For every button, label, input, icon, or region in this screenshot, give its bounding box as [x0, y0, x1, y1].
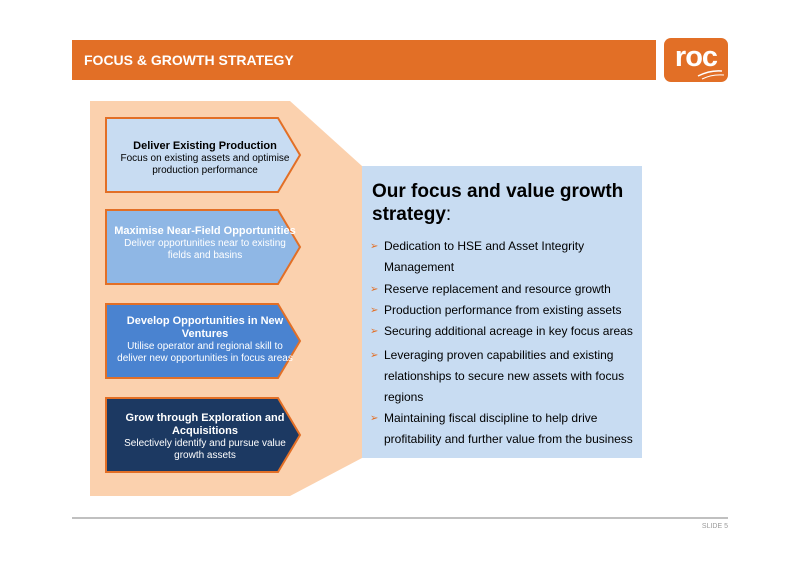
step-2-description: Deliver opportunities near to existing fields and basins: [124, 238, 286, 261]
step-4-text: [112, 412, 298, 462]
step-4-title: Grow through Exploration and Acquisitions: [125, 412, 285, 437]
arrow-bullet-icon: ➢: [370, 326, 379, 337]
list-item: ➢ Securing additional acreage in key focus areas: [370, 321, 638, 342]
strategy-panel: [362, 166, 642, 458]
step-2-title: Maximise Near-Field Opportunities: [114, 225, 296, 237]
step-1-title: Deliver Existing Production: [133, 140, 277, 152]
arrow-bullet-icon: ➢: [370, 284, 379, 295]
list-item: ➢ Dedication to HSE and Asset Integrity Management: [370, 236, 638, 278]
panel-title-colon: :: [445, 204, 452, 225]
strategy-bullet-list: [370, 236, 638, 450]
page-title: FOCUS & GROWTH STRATEGY: [84, 52, 294, 68]
logo-text: roc: [674, 41, 718, 73]
step-1-description: Focus on existing assets and optimise production performance: [120, 153, 290, 176]
arrow-bullet-icon: ➢: [370, 305, 379, 316]
arrow-bullet-icon: ➢: [370, 413, 379, 424]
list-item: ➢ Maintaining fiscal discipline to help drive profitability and further value from the business: [370, 408, 638, 450]
step-3-title: Develop Opportunities in New Ventures: [126, 315, 284, 340]
list-item: ➢ Production performance from existing assets: [370, 300, 638, 321]
arrow-bullet-icon: ➢: [370, 241, 379, 252]
footer-divider: [72, 517, 728, 519]
list-item: ➢ Reserve replacement and resource growth: [370, 279, 638, 300]
arrow-bullet-icon: ➢: [370, 350, 379, 361]
step-4-description: Selectively identify and pursue value growth assets: [124, 438, 286, 461]
step-3-description: Utilise operator and regional skill to deliver new opportunities in focus areas: [117, 341, 293, 364]
panel-title: [372, 180, 636, 226]
panel-title-text: Our focus and value growth strategy: [372, 181, 624, 225]
slide-number: SLIDE 5: [701, 523, 728, 530]
list-item: ➢ Leveraging proven capabilities and existing relationships to secure new assets with focus regions: [370, 345, 638, 408]
